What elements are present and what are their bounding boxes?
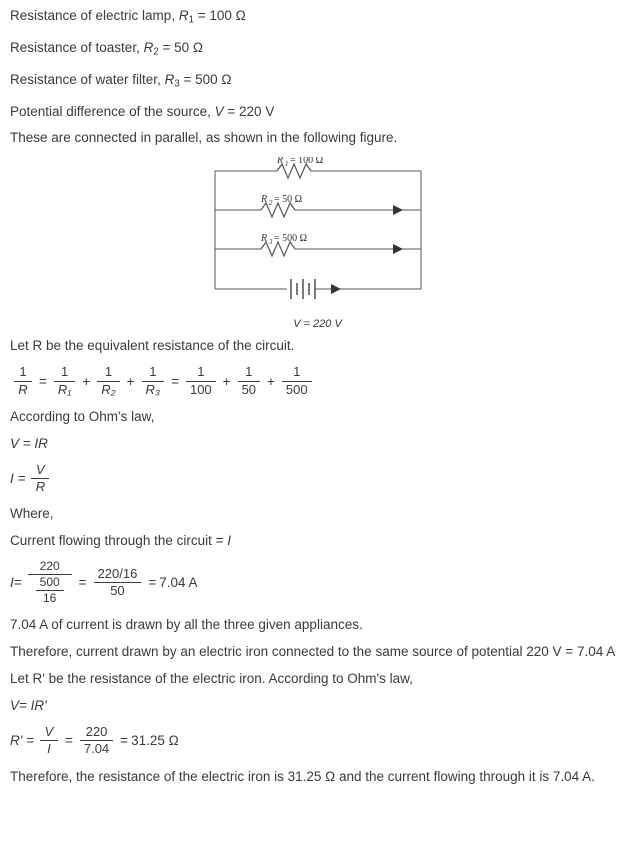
connection-note: These are connected in parallel, as shown in the following figure.: [10, 130, 398, 146]
figure-caption: V = 220 V: [293, 318, 342, 331]
let-r-line: Let R be the equivalent resistance of the circuit.: [10, 338, 295, 354]
circuit-figure: [193, 157, 443, 332]
frac-v-over-i: [40, 725, 58, 757]
equals-sign-1: =: [39, 373, 47, 389]
resistance-lamp-symbol: R: [178, 8, 189, 23]
frac-numerator: 1: [293, 364, 301, 380]
current-eq-label: I=: [10, 575, 22, 591]
current-flowing-text: Current flowing through the circuit =: [10, 533, 228, 549]
frac-denominator: R: [18, 381, 28, 397]
resistance-lamp-pre: Resistance of electric lamp,: [10, 8, 179, 23]
equation-i-label: I =: [10, 470, 26, 486]
svg-text:3: 3: [268, 238, 272, 247]
frac-denominator: [28, 576, 72, 605]
frac-denominator: R₂: [101, 381, 116, 397]
frac-500-over-16: [36, 576, 64, 605]
frac-one-over-r: [14, 365, 32, 397]
frac-denominator: 16: [42, 591, 57, 606]
frac-numerator: 500: [39, 575, 60, 590]
frac-one-over-r3: [142, 365, 165, 397]
svg-text:= 500 Ω: = 500 Ω: [273, 233, 307, 245]
svg-text:= 50 Ω: = 50 Ω: [273, 194, 302, 206]
rprime-result: 31.25 Ω: [131, 733, 179, 749]
plus-sign-1: +: [82, 373, 91, 389]
therefore-iron-line: Therefore, current drawn by an electric iron connected to the same source of potential 220 V = 7.04 A: [10, 644, 616, 660]
frac-denominator: 100: [189, 381, 212, 397]
plus-sign-4: +: [267, 373, 275, 389]
equation-current-calculation: [10, 560, 625, 606]
frac-numerator: 1: [197, 364, 205, 380]
figure-label-r1: R: [276, 157, 283, 167]
ohms-law-heading: According to Ohm's law,: [10, 408, 155, 424]
resistance-filter-line: [10, 72, 625, 91]
frac-220-16-over-50: [94, 567, 142, 599]
frac-numerator: 1: [245, 364, 253, 380]
resistance-filter-pre: Resistance of water filter,: [10, 71, 165, 87]
frac-numerator: 1: [104, 364, 113, 380]
resistance-toaster-post: = 50 Ω: [158, 39, 203, 55]
equation-v-equals-ir: V = IR: [10, 435, 48, 451]
figure-label-r2: R: [260, 194, 267, 206]
current-flowing-line: [10, 533, 625, 550]
frac-one-over-100: [186, 365, 216, 397]
frac-220-over-704: [80, 725, 113, 757]
current-result: 7.04 A: [159, 575, 198, 591]
resistance-lamp-subscript: 1: [188, 14, 194, 26]
frac-denominator: 7.04: [83, 741, 110, 757]
frac-one-over-r2: [97, 365, 119, 397]
resistance-lamp-line: [10, 8, 625, 27]
current-flowing-symbol: I: [227, 533, 231, 549]
circuit-figure-wrapper: [10, 157, 625, 332]
potential-difference-symbol: V: [214, 103, 224, 119]
resistance-toaster-symbol: R: [143, 39, 154, 55]
equation-i-equals-v-over-r: [10, 463, 625, 495]
frac-numerator: V: [44, 723, 54, 739]
frac-220-over-500-16: [28, 560, 72, 606]
rprime-eq-label: R' =: [10, 733, 34, 749]
svg-text:2: 2: [268, 199, 272, 208]
svg-text:1: 1: [284, 160, 288, 169]
circuit-diagram-svg: [193, 157, 443, 332]
svg-text:= 100 Ω: = 100 Ω: [289, 157, 323, 167]
potential-difference-post: = 220 V: [223, 103, 275, 119]
resistance-toaster-line: [10, 40, 625, 59]
frac-one-over-50: [238, 365, 260, 397]
frac-denominator: 500: [285, 381, 308, 397]
frac-denominator: R₃: [145, 381, 161, 397]
equation-reciprocal-resistance: [10, 365, 625, 397]
plus-sign-2: +: [126, 373, 135, 389]
resistance-filter-subscript: 3: [174, 78, 180, 90]
resistance-filter-symbol: R: [164, 71, 175, 87]
frac-one-over-500: [282, 365, 312, 397]
resistance-lamp-post: = 100 Ω: [193, 8, 246, 23]
frac-numerator: V: [36, 461, 45, 477]
equals-sign-5: =: [64, 733, 73, 749]
frac-denominator: I: [47, 741, 51, 757]
frac-denominator: R₁: [57, 381, 72, 397]
frac-numerator: 1: [61, 364, 69, 380]
frac-numerator: 1: [19, 364, 27, 380]
frac-denominator: 50: [110, 583, 125, 599]
result-line: 7.04 A of current is drawn by all the three given appliances.: [10, 617, 363, 633]
frac-numerator: 220: [85, 723, 108, 739]
frac-numerator: 1: [149, 364, 157, 380]
equation-rprime-calculation: [10, 725, 625, 757]
let-rprime-line: Let R' be the resistance of the electric iron. According to Ohm's law,: [10, 671, 413, 687]
conclusion-line: Therefore, the resistance of the electric iron is 31.25 Ω and the current flowing through it is 7.04 A.: [10, 768, 595, 784]
equals-sign-2: =: [171, 373, 179, 389]
equation-v-equals-irprime: V= IR': [10, 698, 47, 714]
equals-sign-4: =: [148, 575, 157, 591]
where-label: Where,: [10, 506, 54, 522]
resistance-toaster-pre: Resistance of toaster,: [10, 39, 144, 55]
frac-one-over-r1: [54, 365, 76, 397]
frac-numerator: 220/16: [97, 565, 138, 581]
plus-sign-3: +: [222, 373, 231, 389]
resistance-filter-post: = 500 Ω: [179, 71, 232, 87]
frac-numerator: 220: [39, 558, 60, 573]
equals-sign-3: =: [78, 575, 87, 591]
resistance-toaster-subscript: 2: [153, 46, 159, 58]
potential-difference-pre: Potential difference of the source,: [10, 103, 215, 119]
frac-v-over-r: [31, 463, 49, 495]
figure-label-r3: R: [260, 233, 267, 245]
frac-denominator: 50: [241, 381, 257, 397]
frac-denominator: R: [35, 478, 46, 494]
equals-sign-6: =: [120, 733, 129, 749]
potential-difference-line: [10, 104, 625, 121]
